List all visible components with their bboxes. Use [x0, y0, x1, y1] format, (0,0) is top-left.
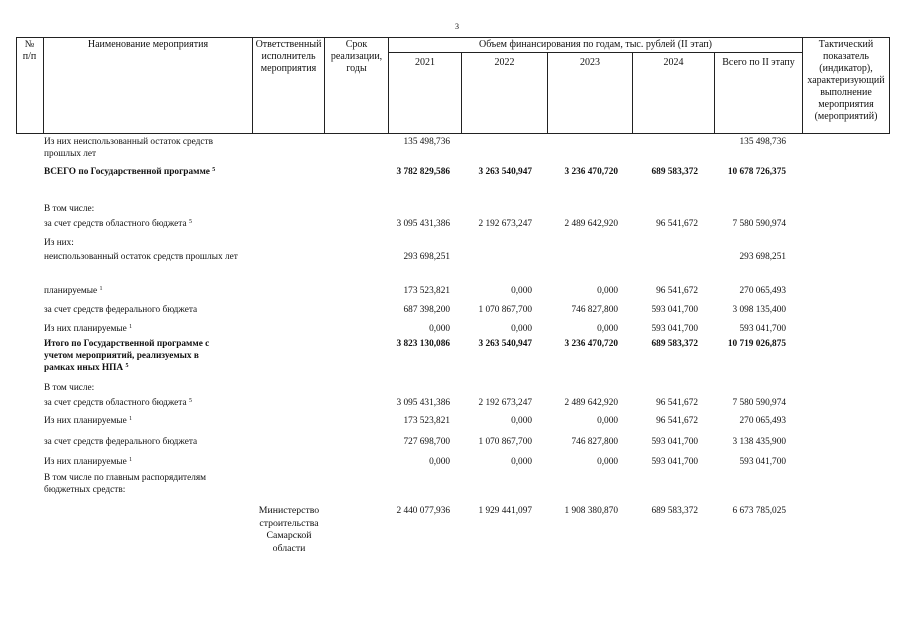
cell-y2023: 0,000	[597, 416, 618, 426]
cell-total: 270 065,493	[739, 416, 786, 426]
cell-y2024: 593 041,700	[651, 457, 698, 467]
cell-y2024: 689 583,372	[651, 167, 698, 177]
row-label	[44, 237, 244, 249]
header-2023: 2023	[580, 57, 600, 68]
cell-y2021: 3 095 431,386	[396, 219, 450, 229]
footnote-marker: 5	[188, 398, 192, 404]
row-label-text: Из них планируемые	[44, 324, 127, 334]
row-label	[44, 218, 244, 230]
cell-y2024: 96 541,672	[656, 416, 698, 426]
cell-total: 270 065,493	[739, 286, 786, 296]
cell-total: 7 580 590,974	[732, 219, 786, 229]
cell-y2022: 0,000	[511, 286, 532, 296]
cell-y2021: 687 398,200	[403, 305, 450, 315]
cell-y2021: 293 698,251	[403, 252, 450, 262]
header-funding: Объем финансирования по годам, тыс. рублей (II этап)	[478, 39, 712, 50]
row-label-text: планируемые	[44, 286, 98, 296]
cell-y2021: 0,000	[429, 324, 450, 334]
row-label	[44, 136, 244, 160]
row-label	[44, 166, 244, 178]
cell-y2023: 0,000	[597, 457, 618, 467]
row-label-text: В том числе по главным распорядителям бюджетных средств:	[44, 473, 207, 495]
row-label	[44, 472, 234, 496]
row-label-text: Из них планируемые	[44, 457, 127, 467]
ministry-executor: Министерство строительства Самарской области	[258, 505, 320, 554]
cell-y2024: 593 041,700	[651, 437, 698, 447]
cell-y2021: 0,000	[429, 457, 450, 467]
page-number: 3	[455, 22, 459, 31]
cell-y2021: 173 523,821	[403, 416, 450, 426]
header-2024: 2024	[663, 57, 684, 68]
cell-y2021: 3 782 829,586	[396, 167, 450, 177]
row-label	[44, 338, 229, 374]
cell-total: 7 580 590,974	[732, 398, 786, 408]
cell-y2023: 0,000	[597, 324, 618, 334]
cell-total: 293 698,251	[739, 252, 786, 262]
cell-y2022: 0,000	[511, 457, 532, 467]
cell-y2022: 3 263 540,947	[478, 167, 532, 177]
footnote-marker: 1	[129, 457, 133, 463]
cell-y2024: 593 041,700	[651, 324, 698, 334]
cell-total: 3 138 435,900	[732, 437, 786, 447]
row-label	[44, 203, 244, 215]
cell-y2022: 0,000	[511, 324, 532, 334]
cell-y2024: 593 041,700	[651, 305, 698, 315]
footnote-marker: 5	[212, 167, 216, 173]
cell-y2023: 746 827,800	[571, 305, 618, 315]
header-indicator: Тактический показатель (индикатор), характеризующий выполнение мероприятия (мероприятий)	[807, 39, 885, 122]
header-total: Всего по II этапу	[722, 57, 795, 68]
footnote-marker: 5	[188, 219, 192, 225]
cell-total: 593 041,700	[739, 457, 786, 467]
cell-y2022: 1 070 867,700	[478, 305, 532, 315]
header-term: Срок реализации, годы	[330, 39, 383, 74]
row-label-text: неиспользованный остаток средств прошлых лет	[44, 252, 238, 262]
cell-y2021: 3 095 431,386	[396, 398, 450, 408]
footnote-marker: 1	[129, 416, 133, 422]
row-label	[44, 323, 244, 335]
cell-y2023: 746 827,800	[571, 437, 618, 447]
cell-y2023: 3 236 470,720	[564, 339, 618, 349]
row-label-text: Из них планируемые	[44, 416, 127, 426]
ministry-2023: 1 908 380,870	[564, 506, 618, 516]
row-label	[44, 415, 244, 427]
footnote-marker: 1	[99, 286, 103, 292]
cell-y2024: 689 583,372	[651, 339, 698, 349]
row-label	[44, 436, 244, 448]
header-executor: Ответственный исполнитель мероприятия	[255, 39, 322, 74]
cell-y2023: 3 236 470,720	[564, 167, 618, 177]
cell-y2021: 727 698,700	[403, 437, 450, 447]
row-label-text: за счет средств областного бюджета	[44, 398, 187, 408]
cell-y2024: 96 541,672	[656, 219, 698, 229]
cell-total: 10 719 026,875	[727, 339, 786, 349]
cell-y2021: 135 498,736	[403, 137, 450, 147]
footnote-marker: 5	[125, 363, 129, 369]
ministry-2024: 689 583,372	[651, 506, 698, 516]
header-2021: 2021	[415, 57, 435, 68]
header-name: Наименование мероприятия	[87, 39, 209, 50]
footnote-marker: 1	[129, 324, 133, 330]
cell-y2024: 96 541,672	[656, 286, 698, 296]
row-label-text: за счет средств областного бюджета	[44, 219, 187, 229]
cell-y2021: 3 823 130,086	[396, 339, 450, 349]
row-label-text: Итого по Государственной программе с учетом мероприятий, реализуемых в рамках иных НПА	[44, 339, 210, 373]
cell-y2022: 1 070 867,700	[478, 437, 532, 447]
row-label	[44, 285, 244, 297]
row-label-text: Из них неиспользованный остаток средств прошлых лет	[44, 137, 213, 159]
cell-y2022: 2 192 673,247	[478, 219, 532, 229]
ministry-2021: 2 440 077,936	[396, 506, 450, 516]
row-label-text: В том числе:	[44, 204, 95, 214]
cell-total: 3 098 135,400	[732, 305, 786, 315]
row-label	[44, 382, 244, 394]
cell-y2024: 96 541,672	[656, 398, 698, 408]
cell-total: 135 498,736	[739, 137, 786, 147]
row-label-text: Из них:	[44, 238, 74, 248]
row-label-text: ВСЕГО по Государственной программе	[44, 167, 210, 177]
ministry-total: 6 673 785,025	[732, 506, 786, 516]
header-2022: 2022	[494, 57, 515, 68]
cell-y2022: 2 192 673,247	[478, 398, 532, 408]
row-label	[44, 251, 244, 263]
cell-y2022: 0,000	[511, 416, 532, 426]
row-label	[44, 397, 244, 409]
cell-y2021: 173 523,821	[403, 286, 450, 296]
cell-total: 10 678 726,375	[727, 167, 786, 177]
cell-y2023: 0,000	[597, 286, 618, 296]
row-label-text: за счет средств федерального бюджета	[44, 305, 198, 315]
cell-y2023: 2 489 642,920	[564, 219, 618, 229]
ministry-2022: 1 929 441,097	[478, 506, 532, 516]
header-num: № п/п	[22, 39, 37, 62]
row-label-text: В том числе:	[44, 383, 95, 393]
row-label-text: за счет средств федерального бюджета	[44, 437, 198, 447]
cell-total: 593 041,700	[739, 324, 786, 334]
cell-y2022: 3 263 540,947	[478, 339, 532, 349]
row-label	[44, 456, 244, 468]
row-label	[44, 304, 244, 316]
cell-y2023: 2 489 642,920	[564, 398, 618, 408]
